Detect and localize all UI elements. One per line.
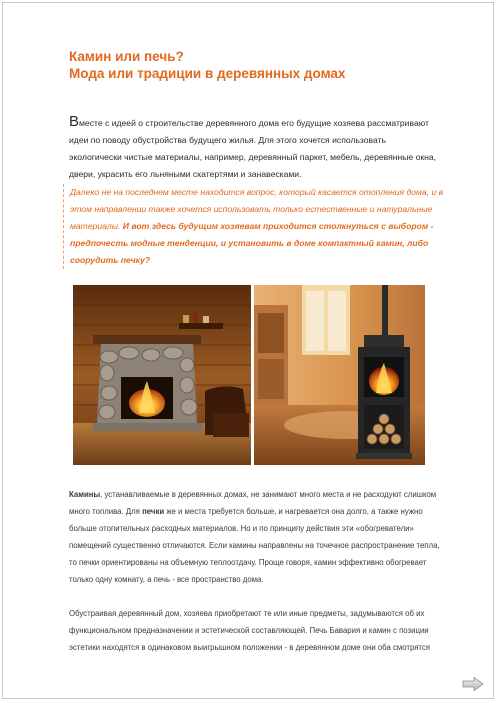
document-page bbox=[2, 2, 494, 699]
body-paragraph-2: Обустраивая деревянный дом, хозяева приобретают те или иные предметы, задумываются об их функциональном предназначении и эстетической составляющей. Печь Бавария и камин с позиции эстетики находятся в одинаковом выигрышном положении - в деревянном доме они оба смотрятся bbox=[69, 609, 431, 652]
page-title bbox=[69, 48, 449, 82]
photo-strip bbox=[73, 285, 425, 465]
title-line-1: Камин или печь? bbox=[69, 49, 184, 64]
bold-kaminy: Камины bbox=[69, 490, 101, 499]
body-paragraph-1 bbox=[69, 486, 441, 588]
stove-photo bbox=[254, 285, 425, 465]
intro-text: месте с идеей о строительстве деревянного дома его будущие хозяева рассматривают идеи по поводу обустройства будущего жилья. Для этого хочется использовать экологически чистые материалы, например, деревянный паркет, мебель, деревянные окна, двери, украсить его льняными скатертями и занавесками. bbox=[69, 118, 437, 179]
highlight-quote bbox=[63, 184, 450, 269]
intro-paragraph bbox=[69, 113, 441, 183]
body-paragraph-1-part-1: , устанавливаемые в деревянных домах, не занимают много места и не расходуют слишком много топлива. Для bbox=[69, 490, 437, 516]
drop-cap: В bbox=[69, 113, 80, 130]
body-text bbox=[69, 486, 441, 656]
quote-part-2: И вот здесь будущим хозяевам приходится столкнуться с выбором - предпочесть модные тенденции, и установить в доме компактный камин, либо соорудить печку? bbox=[70, 221, 434, 265]
next-page-arrow-icon[interactable] bbox=[462, 677, 484, 691]
body-paragraph-1-part-2: же и места требуется больше, и нагревается она долго, а также нужно больше отопительных расходных материалов. Но и по принципу действия эти «обогреватели» помещений существенно отличаются. Если камины направлены на точечное распространение тепла, то печки ориентированы на объемную теплоотдачу. Проще говоря, камин эффективно обогревает только одну комнату, а печь - все пространство дома. bbox=[69, 507, 440, 584]
quote-part-1: Далеко не на последнем месте находится вопрос, который касается отопления дома, и в этом направлении также хочется использовать только естественные и натуральные материалы. bbox=[70, 187, 444, 231]
stone-fireplace-photo bbox=[73, 285, 251, 465]
title-line-2: Мода или традиции в деревянных домах bbox=[69, 66, 346, 81]
bold-pechki: печки bbox=[142, 507, 165, 516]
